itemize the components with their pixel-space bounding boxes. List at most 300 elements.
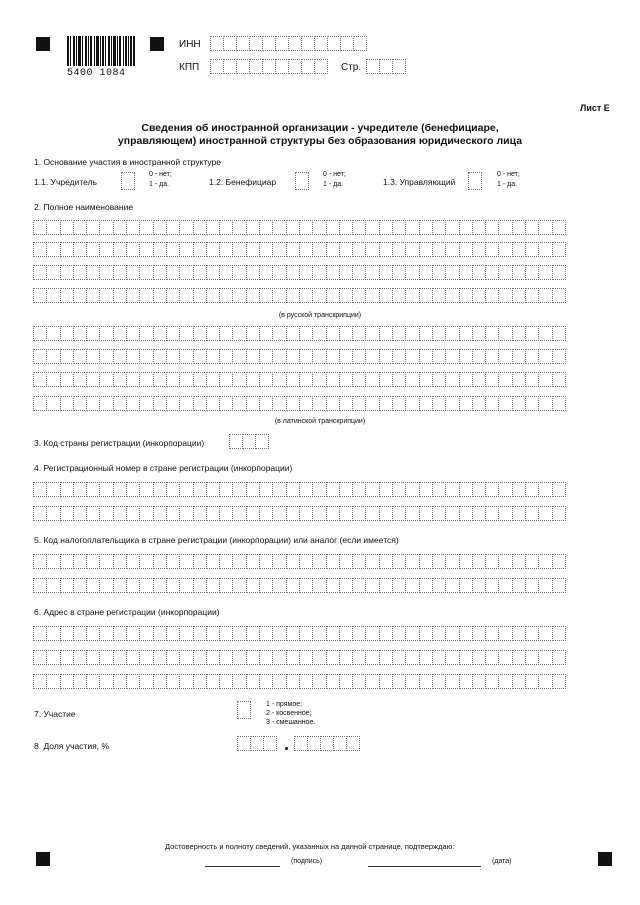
char-cell[interactable] [379,372,393,387]
char-cell[interactable] [485,650,499,665]
char-cell[interactable] [379,506,393,521]
char-cell[interactable] [472,396,486,411]
char-cell[interactable] [459,396,473,411]
char-cell[interactable] [365,554,379,569]
char-cell[interactable] [392,396,406,411]
char-cell[interactable] [286,554,300,569]
char-cell[interactable] [206,349,220,364]
char-cell[interactable] [405,674,419,689]
char-cell[interactable] [552,220,566,235]
char-cell[interactable] [339,482,353,497]
char-cell[interactable] [312,396,326,411]
char-cell[interactable] [498,674,512,689]
char-cell[interactable] [512,674,526,689]
char-cell[interactable] [232,554,246,569]
char-cell[interactable] [73,326,87,341]
char-cell[interactable] [288,36,302,51]
char-cell[interactable] [299,674,313,689]
char-cell[interactable] [392,288,406,303]
char-cell[interactable] [219,372,233,387]
char-cell[interactable] [219,650,233,665]
char-cell[interactable] [219,482,233,497]
char-cell[interactable] [392,326,406,341]
char-cell[interactable] [232,288,246,303]
char-cell[interactable] [314,36,328,51]
char-cell[interactable] [259,326,273,341]
char-cell[interactable] [232,242,246,257]
char-cell[interactable] [166,242,180,257]
char-cell[interactable] [301,59,315,74]
char-cell[interactable] [86,578,100,593]
char-cell[interactable] [312,372,326,387]
char-cell[interactable] [179,578,193,593]
char-cell[interactable] [339,626,353,641]
char-cell[interactable] [206,220,220,235]
char-cell[interactable] [86,349,100,364]
char-cell[interactable] [538,372,552,387]
char-cell[interactable] [153,674,167,689]
char-cell[interactable] [236,59,250,74]
char-cell[interactable] [339,674,353,689]
char-cell[interactable] [538,506,552,521]
char-cell[interactable] [312,626,326,641]
char-cell[interactable] [73,482,87,497]
char-cell[interactable] [86,220,100,235]
char-cell[interactable] [179,288,193,303]
char-cell[interactable] [33,265,47,280]
char-cell[interactable] [485,220,499,235]
char-cell[interactable] [512,265,526,280]
country-code-field[interactable] [229,434,268,449]
inn-field[interactable] [210,36,366,51]
char-cell[interactable] [472,650,486,665]
char-cell[interactable] [210,36,224,51]
char-cell[interactable] [312,554,326,569]
share-integer-field[interactable] [237,736,276,751]
registration-number-row-2[interactable] [33,506,565,521]
char-cell[interactable] [86,482,100,497]
char-cell[interactable] [113,506,127,521]
char-cell[interactable] [153,578,167,593]
char-cell[interactable] [113,372,127,387]
char-cell[interactable] [139,674,153,689]
char-cell[interactable] [512,650,526,665]
char-cell[interactable] [365,506,379,521]
char-cell[interactable] [326,242,340,257]
char-cell[interactable] [405,650,419,665]
char-cell[interactable] [166,578,180,593]
char-cell[interactable] [33,650,47,665]
char-cell[interactable] [99,349,113,364]
char-cell[interactable] [365,482,379,497]
char-cell[interactable] [352,220,366,235]
char-cell[interactable] [86,288,100,303]
char-cell[interactable] [99,626,113,641]
char-cell[interactable] [193,626,207,641]
char-cell[interactable] [193,506,207,521]
char-cell[interactable] [179,626,193,641]
char-cell[interactable] [60,242,74,257]
char-cell[interactable] [512,396,526,411]
char-cell[interactable] [326,626,340,641]
char-cell[interactable] [73,288,87,303]
char-cell[interactable] [352,578,366,593]
char-cell[interactable] [272,650,286,665]
char-cell[interactable] [552,554,566,569]
char-cell[interactable] [472,242,486,257]
char-cell[interactable] [365,349,379,364]
char-cell[interactable] [286,349,300,364]
char-cell[interactable] [139,265,153,280]
char-cell[interactable] [153,242,167,257]
char-cell[interactable] [327,36,341,51]
char-cell[interactable] [379,288,393,303]
char-cell[interactable] [314,59,328,74]
char-cell[interactable] [352,482,366,497]
address-row-1[interactable] [33,626,565,641]
char-cell[interactable] [339,242,353,257]
char-cell[interactable] [259,650,273,665]
char-cell[interactable] [379,482,393,497]
char-cell[interactable] [326,220,340,235]
char-cell[interactable] [419,650,433,665]
char-cell[interactable] [307,736,321,751]
char-cell[interactable] [339,506,353,521]
char-cell[interactable] [299,554,313,569]
char-cell[interactable] [46,396,60,411]
char-cell[interactable] [166,349,180,364]
char-cell[interactable] [193,349,207,364]
char-cell[interactable] [139,482,153,497]
char-cell[interactable] [126,349,140,364]
char-cell[interactable] [392,265,406,280]
char-cell[interactable] [312,242,326,257]
char-cell[interactable] [33,349,47,364]
char-cell[interactable] [60,626,74,641]
char-cell[interactable] [286,506,300,521]
char-cell[interactable] [312,265,326,280]
char-cell[interactable] [419,326,433,341]
char-cell[interactable] [459,554,473,569]
char-cell[interactable] [365,650,379,665]
char-cell[interactable] [193,326,207,341]
char-cell[interactable] [419,220,433,235]
char-cell[interactable] [246,220,260,235]
char-cell[interactable] [73,674,87,689]
char-cell[interactable] [445,372,459,387]
char-cell[interactable] [365,326,379,341]
char-cell[interactable] [246,482,260,497]
char-cell[interactable] [472,578,486,593]
char-cell[interactable] [498,349,512,364]
char-cell[interactable] [468,172,482,190]
char-cell[interactable] [445,626,459,641]
char-cell[interactable] [46,482,60,497]
char-cell[interactable] [392,372,406,387]
char-cell[interactable] [379,650,393,665]
char-cell[interactable] [432,288,446,303]
char-cell[interactable] [73,650,87,665]
char-cell[interactable] [236,36,250,51]
taxpayer-code-row-1[interactable] [33,554,565,569]
char-cell[interactable] [73,265,87,280]
char-cell[interactable] [60,265,74,280]
char-cell[interactable] [552,650,566,665]
char-cell[interactable] [179,242,193,257]
char-cell[interactable] [405,578,419,593]
char-cell[interactable] [365,265,379,280]
char-cell[interactable] [312,349,326,364]
char-cell[interactable] [46,242,60,257]
char-cell[interactable] [286,265,300,280]
char-cell[interactable] [432,554,446,569]
char-cell[interactable] [219,506,233,521]
char-cell[interactable] [339,349,353,364]
char-cell[interactable] [60,554,74,569]
char-cell[interactable] [498,326,512,341]
participation-type-field[interactable] [237,701,250,719]
char-cell[interactable] [379,59,393,74]
char-cell[interactable] [299,326,313,341]
char-cell[interactable] [286,626,300,641]
char-cell[interactable] [472,674,486,689]
char-cell[interactable] [432,372,446,387]
char-cell[interactable] [552,506,566,521]
char-cell[interactable] [126,326,140,341]
char-cell[interactable] [259,674,273,689]
char-cell[interactable] [538,554,552,569]
char-cell[interactable] [392,554,406,569]
char-cell[interactable] [299,220,313,235]
char-cell[interactable] [33,288,47,303]
char-cell[interactable] [232,326,246,341]
char-cell[interactable] [46,554,60,569]
char-cell[interactable] [166,326,180,341]
full-name-lat-row-2[interactable] [33,349,565,364]
char-cell[interactable] [232,578,246,593]
char-cell[interactable] [405,288,419,303]
char-cell[interactable] [193,265,207,280]
char-cell[interactable] [153,506,167,521]
char-cell[interactable] [379,626,393,641]
char-cell[interactable] [538,288,552,303]
char-cell[interactable] [139,220,153,235]
char-cell[interactable] [86,554,100,569]
char-cell[interactable] [419,288,433,303]
char-cell[interactable] [512,349,526,364]
char-cell[interactable] [286,396,300,411]
char-cell[interactable] [459,626,473,641]
char-cell[interactable] [299,650,313,665]
char-cell[interactable] [262,36,276,51]
char-cell[interactable] [312,288,326,303]
char-cell[interactable] [246,674,260,689]
char-cell[interactable] [538,626,552,641]
char-cell[interactable] [206,372,220,387]
char-cell[interactable] [538,578,552,593]
char-cell[interactable] [459,242,473,257]
char-cell[interactable] [113,220,127,235]
char-cell[interactable] [232,396,246,411]
char-cell[interactable] [512,326,526,341]
char-cell[interactable] [365,372,379,387]
char-cell[interactable] [459,288,473,303]
char-cell[interactable] [33,578,47,593]
char-cell[interactable] [320,736,334,751]
char-cell[interactable] [379,326,393,341]
char-cell[interactable] [419,578,433,593]
char-cell[interactable] [365,242,379,257]
char-cell[interactable] [552,288,566,303]
char-cell[interactable] [485,482,499,497]
char-cell[interactable] [126,242,140,257]
char-cell[interactable] [299,265,313,280]
char-cell[interactable] [326,349,340,364]
char-cell[interactable] [179,220,193,235]
char-cell[interactable] [86,396,100,411]
char-cell[interactable] [472,626,486,641]
char-cell[interactable] [312,650,326,665]
char-cell[interactable] [498,220,512,235]
char-cell[interactable] [512,506,526,521]
char-cell[interactable] [126,482,140,497]
char-cell[interactable] [419,396,433,411]
char-cell[interactable] [113,482,127,497]
char-cell[interactable] [352,396,366,411]
char-cell[interactable] [179,554,193,569]
char-cell[interactable] [299,372,313,387]
char-cell[interactable] [432,578,446,593]
char-cell[interactable] [193,482,207,497]
char-cell[interactable] [46,626,60,641]
char-cell[interactable] [538,396,552,411]
kpp-field[interactable] [210,59,327,74]
char-cell[interactable] [405,326,419,341]
char-cell[interactable] [352,326,366,341]
char-cell[interactable] [179,674,193,689]
char-cell[interactable] [405,265,419,280]
char-cell[interactable] [33,506,47,521]
char-cell[interactable] [352,650,366,665]
char-cell[interactable] [179,326,193,341]
char-cell[interactable] [126,578,140,593]
char-cell[interactable] [139,326,153,341]
char-cell[interactable] [249,59,263,74]
char-cell[interactable] [153,372,167,387]
char-cell[interactable] [525,349,539,364]
char-cell[interactable] [419,506,433,521]
char-cell[interactable] [259,554,273,569]
char-cell[interactable] [179,482,193,497]
char-cell[interactable] [432,349,446,364]
char-cell[interactable] [512,242,526,257]
char-cell[interactable] [246,372,260,387]
taxpayer-code-row-2[interactable] [33,578,565,593]
char-cell[interactable] [73,372,87,387]
char-cell[interactable] [485,674,499,689]
char-cell[interactable] [326,396,340,411]
char-cell[interactable] [392,482,406,497]
char-cell[interactable] [459,349,473,364]
char-cell[interactable] [139,626,153,641]
char-cell[interactable] [86,650,100,665]
char-cell[interactable] [392,506,406,521]
char-cell[interactable] [193,288,207,303]
char-cell[interactable] [472,554,486,569]
char-cell[interactable] [286,288,300,303]
char-cell[interactable] [445,506,459,521]
char-cell[interactable] [219,396,233,411]
char-cell[interactable] [301,36,315,51]
char-cell[interactable] [352,242,366,257]
char-cell[interactable] [113,242,127,257]
char-cell[interactable] [272,326,286,341]
char-cell[interactable] [246,578,260,593]
char-cell[interactable] [272,242,286,257]
char-cell[interactable] [126,506,140,521]
char-cell[interactable] [193,578,207,593]
char-cell[interactable] [339,220,353,235]
char-cell[interactable] [498,554,512,569]
char-cell[interactable] [445,326,459,341]
char-cell[interactable] [339,265,353,280]
char-cell[interactable] [153,626,167,641]
char-cell[interactable] [250,736,264,751]
char-cell[interactable] [113,650,127,665]
char-cell[interactable] [126,220,140,235]
full-name-ru-row-3[interactable] [33,265,565,280]
char-cell[interactable] [206,396,220,411]
char-cell[interactable] [432,326,446,341]
char-cell[interactable] [259,372,273,387]
char-cell[interactable] [445,265,459,280]
char-cell[interactable] [472,506,486,521]
char-cell[interactable] [255,434,269,449]
char-cell[interactable] [552,372,566,387]
char-cell[interactable] [139,372,153,387]
char-cell[interactable] [512,288,526,303]
char-cell[interactable] [312,220,326,235]
char-cell[interactable] [552,396,566,411]
char-cell[interactable] [445,242,459,257]
char-cell[interactable] [259,626,273,641]
char-cell[interactable] [206,674,220,689]
char-cell[interactable] [353,36,367,51]
char-cell[interactable] [206,326,220,341]
char-cell[interactable] [113,578,127,593]
char-cell[interactable] [73,626,87,641]
char-cell[interactable] [223,36,237,51]
char-cell[interactable] [99,288,113,303]
char-cell[interactable] [286,650,300,665]
char-cell[interactable] [538,674,552,689]
char-cell[interactable] [272,578,286,593]
char-cell[interactable] [179,372,193,387]
char-cell[interactable] [60,220,74,235]
char-cell[interactable] [405,349,419,364]
char-cell[interactable] [179,650,193,665]
char-cell[interactable] [33,554,47,569]
char-cell[interactable] [295,172,309,190]
char-cell[interactable] [126,288,140,303]
char-cell[interactable] [113,626,127,641]
full-name-ru-row-4[interactable] [33,288,565,303]
char-cell[interactable] [552,674,566,689]
char-cell[interactable] [445,349,459,364]
char-cell[interactable] [99,242,113,257]
char-cell[interactable] [86,506,100,521]
char-cell[interactable] [99,220,113,235]
